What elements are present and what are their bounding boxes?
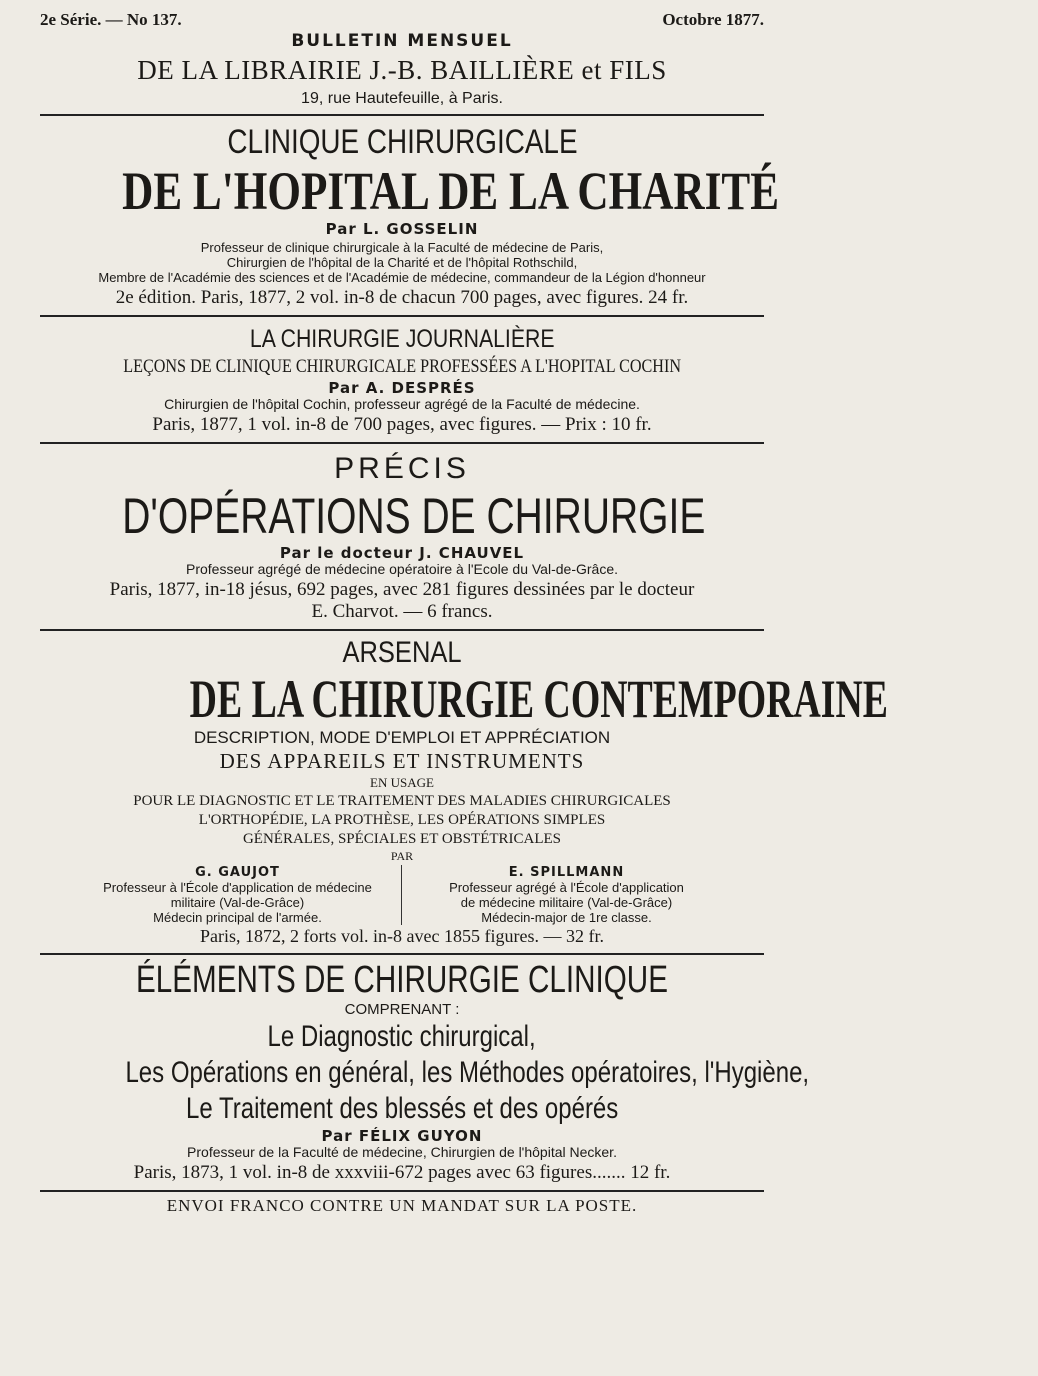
book-pubinfo: 2e édition. Paris, 1877, 2 vol. in-8 de chacun 700 pages, avec figures. 24 fr. xyxy=(115,287,689,308)
book-subtitle: POUR LE DIAGNOSTIC ET LE TRAITEMENT DES MALADIES CHIRURGICALES xyxy=(133,793,671,809)
author-credential: Professeur de clinique chirurgicale à la Faculté de médecine de Paris, xyxy=(200,240,604,255)
book-pubinfo: Paris, 1872, 2 forts vol. in-8 avec 1855 figures. — 32 fr. xyxy=(200,926,604,946)
contents-line: Le Traitement des blessés et des opérés xyxy=(185,1092,619,1125)
masthead xyxy=(40,10,764,30)
book-subtitle: LEÇONS DE CLINIQUE CHIRURGICALE PROFESSÉES A L'HOPITAL COCHIN xyxy=(123,356,681,377)
book-title-main: DE LA CHIRURGIE CONTEMPORAINE xyxy=(189,669,888,729)
author-credential: Professeur agrégé de médecine opératoire à l'Ecole du Val-de-Grâce. xyxy=(186,561,618,577)
divider xyxy=(40,315,764,317)
book-author: Par FÉLIX GUYON xyxy=(321,1127,483,1145)
book-title: PRÉCIS xyxy=(334,452,470,485)
book-entry-clinique xyxy=(40,122,780,309)
par-label: PAR xyxy=(390,849,414,863)
book-title: CLINIQUE CHIRURGICALE xyxy=(226,123,578,161)
book-author: E. SPILLMANN xyxy=(508,865,625,880)
author-credential: Médecin principal de l'armée. xyxy=(153,910,322,925)
book-subtitle: GÉNÉRALES, SPÉCIALES ET OBSTÉTRICALES xyxy=(242,831,562,847)
book-author: Par A. DESPRÉS xyxy=(328,379,476,397)
contents-line: Le Diagnostic chirurgical, xyxy=(267,1020,537,1053)
comprenant-label: COMPRENANT : xyxy=(344,1001,460,1018)
author-credential: Professeur de la Faculté de médecine, Chirurgien de l'hôpital Necker. xyxy=(187,1144,617,1160)
book-subtitle: L'ORTHOPÉDIE, LA PROTHÈSE, LES OPÉRATIONS SIMPLES xyxy=(198,812,606,828)
book-author: Par le docteur J. CHAUVEL xyxy=(279,544,525,562)
divider xyxy=(40,114,764,116)
book-pubinfo: E. Charvot. — 6 francs. xyxy=(311,601,493,622)
divider xyxy=(40,953,764,955)
book-title-main: D'OPÉRATIONS DE CHIRURGIE xyxy=(122,488,706,544)
book-pubinfo: Paris, 1873, 1 vol. in-8 de xxxviii-672 pages avec 63 figures....... 12 fr. xyxy=(133,1162,671,1183)
book-pubinfo: Paris, 1877, 1 vol. in-8 de 700 pages, avec figures. — Prix : 10 fr. xyxy=(152,414,652,435)
author-credential: militaire (Val-de-Grâce) xyxy=(170,895,305,910)
issue-date: Octobre 1877. xyxy=(662,10,764,29)
divider xyxy=(40,629,764,631)
author-credential: Membre de l'Académie des sciences et de l'Académie de médecine, commandeur de la Légion d'honneur xyxy=(98,270,706,285)
author-column-right xyxy=(402,865,722,925)
book-subtitle: EN USAGE xyxy=(370,775,434,790)
contents-line: Les Opérations en général, les Méthodes opératoires, l'Hygiène, xyxy=(125,1056,810,1089)
footer-notice: ENVOI FRANCO CONTRE UN MANDAT SUR LA POSTE. xyxy=(166,1196,638,1215)
divider xyxy=(40,1190,764,1192)
publisher-name: DE LA LIBRAIRIE J.-B. BAILLIÈRE et FILS xyxy=(137,55,667,85)
serie-number: 2e Série. — No 137. xyxy=(40,10,182,29)
divider xyxy=(40,442,764,444)
book-subtitle: DESCRIPTION, MODE D'EMPLOI ET APPRÉCIATION xyxy=(193,728,611,747)
book-author: G. GAUJOT xyxy=(195,865,280,880)
book-title-main: DE L'HOPITAL DE LA CHARITÉ xyxy=(122,161,780,221)
author-credential: de médecine militaire (Val-de-Grâce) xyxy=(460,895,673,910)
book-title: LA CHIRURGIE JOURNALIÈRE xyxy=(249,325,555,353)
author-credential: Chirurgien de l'hôpital de la Charité et de l'hôpital Rothschild, xyxy=(226,255,578,270)
book-author: Par L. GOSSELIN xyxy=(325,220,479,238)
author-credential: Professeur agrégé à l'École d'application xyxy=(449,880,684,895)
book-title-main: ÉLÉMENTS DE CHIRURGIE CLINIQUE xyxy=(136,959,668,1001)
book-entry-precis xyxy=(40,450,764,623)
bulletin-title: BULLETIN MENSUEL xyxy=(291,31,513,51)
authors-columns xyxy=(40,865,764,925)
author-column-left xyxy=(83,865,402,925)
author-credential: Médecin-major de 1re classe. xyxy=(481,910,652,925)
book-title: ARSENAL xyxy=(342,636,462,669)
book-entry-chirurgie-journaliere xyxy=(40,323,764,436)
book-entry-arsenal xyxy=(40,635,888,947)
book-entry-elements xyxy=(40,959,810,1184)
author-credential: Chirurgien de l'hôpital Cochin, professeur agrégé de la Faculté de médecine. xyxy=(164,396,640,412)
book-subtitle: DES APPAREILS ET INSTRUMENTS xyxy=(219,749,585,773)
publisher-address: 19, rue Hautefeuille, à Paris. xyxy=(301,90,503,107)
book-pubinfo: Paris, 1877, in-18 jésus, 692 pages, avec 281 figures dessinées par le docteur xyxy=(109,579,695,600)
author-credential: Professeur à l'École d'application de médecine xyxy=(103,880,372,895)
